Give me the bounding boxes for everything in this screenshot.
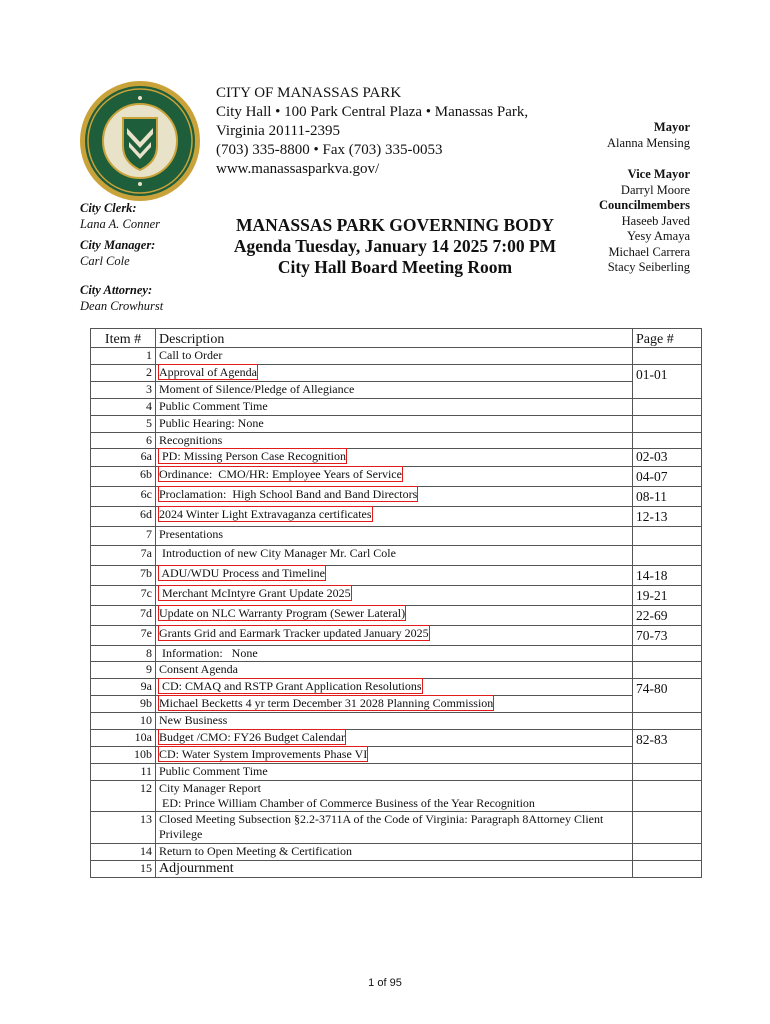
item-number: 10a [91, 730, 156, 747]
item-page-range: 08-11 [633, 487, 702, 507]
city-manager-name: Carl Cole [80, 253, 130, 268]
item-number: 7d [91, 606, 156, 626]
item-description[interactable]: Update on NLC Warranty Program (Sewer Lateral) [159, 606, 406, 620]
item-number: 6d [91, 507, 156, 527]
item-description-cell [156, 626, 633, 646]
table-row [91, 713, 702, 730]
item-number: 12 [91, 781, 156, 812]
table-row [91, 507, 702, 527]
item-page-range: 02-03 [633, 449, 702, 467]
item-description-cell [156, 861, 633, 878]
item-description-cell [156, 606, 633, 626]
mayor-block [607, 120, 690, 151]
item-description: Recognitions [159, 433, 223, 447]
table-row [91, 348, 702, 365]
item-number: 7a [91, 546, 156, 566]
item-number: 9b [91, 696, 156, 713]
table-row [91, 382, 702, 399]
item-page-range: 19-21 [633, 586, 702, 606]
city-name: CITY OF MANASSAS PARK [216, 85, 402, 101]
item-number: 6a [91, 449, 156, 467]
table-row [91, 487, 702, 507]
item-page-range: 70-73 [633, 626, 702, 646]
item-number: 9 [91, 662, 156, 679]
website-link[interactable]: www.manassasparkva.gov/ [216, 161, 380, 177]
table-row [91, 646, 702, 662]
item-description: Adjournment [159, 861, 234, 876]
city-attorney-block [80, 283, 163, 314]
city-seal-logo [79, 80, 201, 202]
table-row [91, 566, 702, 586]
table-row [91, 764, 702, 781]
item-description[interactable]: Proclamation: High School Band and Band Directors [159, 487, 418, 501]
item-description-cell [156, 416, 633, 433]
item-description: Public Hearing: None [159, 416, 264, 430]
item-page-range [633, 844, 702, 861]
item-description: Return to Open Meeting & Certification [159, 844, 352, 858]
item-number: 7c [91, 586, 156, 606]
item-number: 2 [91, 365, 156, 382]
item-description-cell [156, 812, 633, 844]
item-page-range [633, 527, 702, 546]
councilmember-name: Michael Carrera [608, 244, 690, 259]
item-description-cell [156, 348, 633, 365]
item-description-cell [156, 747, 633, 764]
table-row [91, 812, 702, 844]
item-page-range [633, 646, 702, 662]
item-description-cell [156, 365, 633, 382]
item-page-range [633, 861, 702, 878]
address-line-2: Virginia 20111-2395 [216, 123, 340, 139]
city-clerk-block [80, 201, 160, 232]
item-number: 7 [91, 527, 156, 546]
item-description[interactable]: CD: Water System Improvements Phase VI [159, 747, 368, 761]
item-number: 8 [91, 646, 156, 662]
city-attorney-name: Dean Crowhurst [80, 298, 164, 313]
item-description-cell [156, 433, 633, 449]
item-page-range: 12-13 [633, 507, 702, 527]
item-page-range [633, 348, 702, 365]
item-description-cell [156, 546, 633, 566]
council-block [599, 167, 690, 276]
item-page-range: 14-18 [633, 566, 702, 586]
item-description[interactable]: Merchant McIntyre Grant Update 2025 [159, 586, 351, 600]
item-page-range [633, 713, 702, 730]
agenda-date-heading: Agenda Tuesday, January 14 2025 7:00 PM [233, 236, 557, 256]
item-page-range [633, 764, 702, 781]
councilmember-name: Yesy Amaya [627, 229, 690, 243]
item-description: Public Comment Time [159, 399, 268, 413]
item-description-cell [156, 399, 633, 416]
table-row [91, 527, 702, 546]
column-header-description: Description [156, 329, 633, 348]
item-description: Moment of Silence/Pledge of Allegiance [159, 382, 355, 396]
agenda-rows [91, 348, 702, 878]
item-page-range: 01-01 [633, 365, 702, 399]
vice-mayor-name: Darryl Moore [620, 182, 690, 197]
table-row [91, 844, 702, 861]
item-description-cell [156, 713, 633, 730]
city-manager-block [80, 238, 155, 269]
item-description-cell [156, 662, 633, 679]
item-description-cell [156, 781, 633, 812]
item-number: 13 [91, 812, 156, 844]
item-number: 10b [91, 747, 156, 764]
item-page-range [633, 812, 702, 844]
councilmember-name: Stacy Seiberling [607, 260, 690, 274]
item-description: Call to Order [159, 348, 223, 362]
item-number: 5 [91, 416, 156, 433]
item-page-range: 04-07 [633, 467, 702, 487]
item-description-cell [156, 467, 633, 487]
item-description[interactable]: CD: CMAQ and RSTP Grant Application Resolutions [159, 679, 422, 693]
table-row [91, 399, 702, 416]
item-number: 7b [91, 566, 156, 586]
item-description: Information: None [159, 646, 258, 660]
table-row [91, 781, 702, 812]
item-number: 14 [91, 844, 156, 861]
item-description[interactable]: Ordinance: CMO/HR: Employee Years of Service [159, 467, 402, 481]
meeting-location-heading: City Hall Board Meeting Room [277, 257, 513, 277]
item-description-cell [156, 586, 633, 606]
table-row [91, 365, 702, 382]
item-description[interactable]: Grants Grid and Earmark Tracker updated January 2025 [159, 626, 429, 640]
item-page-range: 22-69 [633, 606, 702, 626]
vice-mayor-title: Vice Mayor [627, 167, 690, 181]
city-attorney-title: City Attorney: [80, 283, 153, 297]
item-page-range [633, 433, 702, 449]
item-page-range: 74-80 [633, 679, 702, 713]
item-number: 3 [91, 382, 156, 399]
page-number: 1 of 95 [368, 977, 402, 989]
item-description-cell [156, 844, 633, 861]
item-description[interactable]: PD: Missing Person Case Recognition [159, 449, 347, 463]
table-row [91, 696, 702, 713]
table-row [91, 467, 702, 487]
item-description-cell [156, 527, 633, 546]
item-number: 9a [91, 679, 156, 696]
item-description[interactable]: Michael Becketts 4 yr term December 31 2028 Planning Commission [159, 696, 494, 710]
address-line-1: City Hall • 100 Park Central Plaza • Manassas Park, [216, 104, 529, 120]
item-description: Public Comment Time [159, 764, 268, 778]
mayor-title: Mayor [653, 120, 690, 134]
city-manager-title: City Manager: [80, 238, 156, 252]
item-description[interactable]: Approval of Agenda [159, 365, 257, 379]
item-description: Closed Meeting Subsection §2.2-3711A of the Code of Virginia: Paragraph 8Attorney Client [159, 812, 604, 826]
item-description-cell [156, 730, 633, 747]
agenda-title [230, 215, 560, 278]
mayor-name: Alanna Mensing [607, 135, 690, 150]
item-description-continued: ED: Prince William Chamber of Commerce Business of the Year Recognition [159, 796, 535, 810]
item-description-cell [156, 449, 633, 467]
phone-fax: (703) 335-8800 • Fax (703) 335-0053 [216, 142, 443, 158]
item-number: 15 [91, 861, 156, 878]
item-number: 6 [91, 433, 156, 449]
column-header-item: Item # [91, 329, 156, 348]
item-number: 6b [91, 467, 156, 487]
item-description[interactable]: 2024 Winter Light Extravaganza certificates [159, 507, 372, 521]
table-row [91, 662, 702, 679]
item-description-cell [156, 696, 633, 713]
item-description-cell [156, 566, 633, 586]
item-description[interactable]: ADU/WDU Process and Timeline [159, 566, 325, 580]
table-row [91, 679, 702, 696]
item-number: 11 [91, 764, 156, 781]
item-description-cell [156, 764, 633, 781]
item-page-range [633, 546, 702, 566]
item-description-cell [156, 382, 633, 399]
item-number: 10 [91, 713, 156, 730]
table-row [91, 861, 702, 878]
table-header-row [91, 329, 702, 348]
table-row [91, 416, 702, 433]
item-number: 1 [91, 348, 156, 365]
table-row [91, 747, 702, 764]
governing-body-heading: MANASSAS PARK GOVERNING BODY [235, 215, 555, 235]
item-description-cell [156, 487, 633, 507]
item-description: City Manager Report [159, 781, 261, 795]
item-page-range [633, 662, 702, 679]
item-description: Presentations [159, 527, 223, 541]
item-description[interactable]: Budget /CMO: FY26 Budget Calendar [159, 730, 345, 744]
councilmember-name: Haseeb Javed [621, 213, 690, 228]
item-page-range [633, 416, 702, 433]
table-row [91, 586, 702, 606]
table-row [91, 606, 702, 626]
item-description: Consent Agenda [159, 662, 238, 676]
item-description: Introduction of new City Manager Mr. Carl Cole [159, 546, 396, 560]
agenda-table [90, 328, 702, 878]
table-row [91, 449, 702, 467]
city-clerk-name: Lana A. Conner [80, 216, 160, 231]
councilmembers-title: Councilmembers [599, 198, 690, 212]
column-header-page: Page # [633, 329, 702, 348]
item-description-cell [156, 507, 633, 527]
city-clerk-title: City Clerk: [80, 201, 137, 215]
item-description-cell [156, 646, 633, 662]
item-description-continued: Privilege [159, 827, 203, 841]
table-row [91, 626, 702, 646]
item-page-range [633, 781, 702, 812]
item-page-range: 82-83 [633, 730, 702, 764]
table-row [91, 730, 702, 747]
table-row [91, 433, 702, 449]
table-row [91, 546, 702, 566]
item-number: 4 [91, 399, 156, 416]
item-number: 6c [91, 487, 156, 507]
letterhead [216, 84, 528, 179]
item-number: 7e [91, 626, 156, 646]
item-description: New Business [159, 713, 228, 727]
item-description-cell [156, 679, 633, 696]
item-page-range [633, 399, 702, 416]
